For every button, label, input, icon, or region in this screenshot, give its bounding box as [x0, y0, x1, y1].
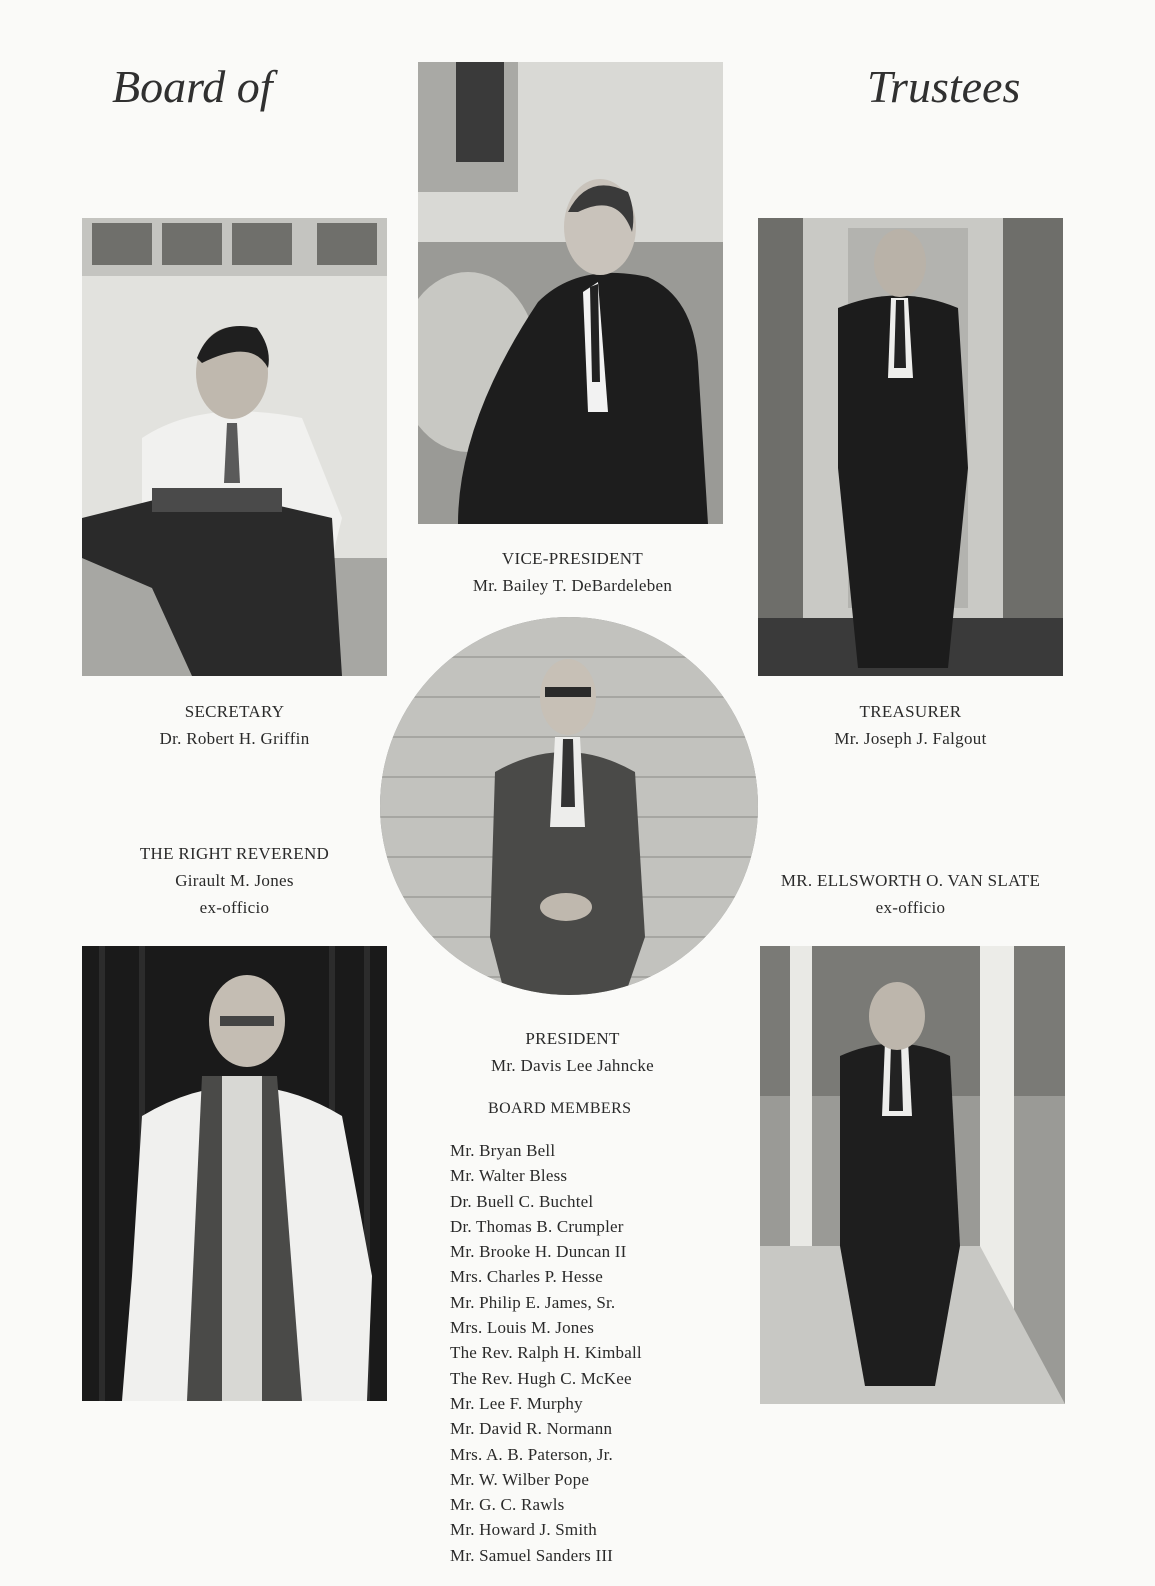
bishop-role: THE RIGHT REVEREND	[139, 844, 330, 863]
van-slate-note: ex-officio	[875, 898, 946, 917]
bishop-note: ex-officio	[199, 898, 270, 917]
list-item: Dr. Thomas B. Crumpler	[450, 1216, 624, 1236]
van-slate-name: MR. ELLSWORTH O. VAN SLATE	[780, 871, 1041, 890]
president-name: Mr. Davis Lee Jahncke	[490, 1056, 655, 1075]
board-members-heading: BOARD MEMBERS	[488, 1100, 632, 1117]
list-item: The Rev. Hugh C. McKee	[450, 1368, 632, 1388]
list-item: Mrs. Charles P. Hesse	[450, 1267, 603, 1287]
list-item: Mr. W. Wilber Pope	[450, 1469, 590, 1489]
list-item: Mr. G. C. Rawls	[450, 1495, 565, 1515]
bishop-photo	[82, 946, 387, 1401]
list-item: Dr. Buell C. Buchtel	[450, 1191, 594, 1211]
list-item: Mrs. A. B. Paterson, Jr.	[450, 1444, 614, 1464]
secretary-role: SECRETARY	[184, 702, 285, 721]
list-item: Mr. Lee F. Murphy	[450, 1393, 583, 1413]
treasurer-caption	[758, 698, 1063, 752]
list-item: Mr. Walter Bless	[450, 1166, 568, 1186]
vice-president-caption	[420, 545, 725, 599]
vice-president-name: Mr. Bailey T. DeBardeleben	[472, 576, 673, 595]
vice-president-photo	[418, 62, 723, 524]
van-slate-caption	[758, 867, 1063, 921]
secretary-caption	[82, 698, 387, 752]
list-item: Mr. Samuel Sanders III	[450, 1545, 614, 1565]
list-item: Mr. Bryan Bell	[450, 1141, 556, 1160]
bishop-name: Girault M. Jones	[175, 871, 294, 890]
title-left: Board of	[112, 61, 273, 112]
board-members-list	[450, 1138, 642, 1568]
van-slate-photo	[760, 946, 1065, 1404]
list-item: Mr. Howard J. Smith	[450, 1520, 597, 1540]
president-caption	[420, 1025, 725, 1079]
list-item: Mrs. Louis M. Jones	[450, 1318, 595, 1338]
secretary-photo	[82, 218, 387, 676]
treasurer-name: Mr. Joseph J. Falgout	[834, 729, 987, 748]
vice-president-role: VICE-PRESIDENT	[501, 549, 644, 568]
title-right: Trustees	[867, 61, 1021, 112]
list-item: Mr. Brooke H. Duncan II	[450, 1242, 627, 1262]
list-item: Mr. Philip E. James, Sr.	[450, 1292, 616, 1312]
treasurer-photo	[758, 218, 1063, 676]
secretary-name: Dr. Robert H. Griffin	[159, 729, 310, 748]
president-photo	[380, 617, 758, 995]
treasurer-role: TREASURER	[859, 702, 962, 721]
list-item: The Rev. Ralph H. Kimball	[450, 1343, 642, 1363]
list-item: Mr. David R. Normann	[450, 1419, 613, 1439]
president-role: PRESIDENT	[525, 1029, 620, 1048]
bishop-caption	[82, 840, 387, 921]
